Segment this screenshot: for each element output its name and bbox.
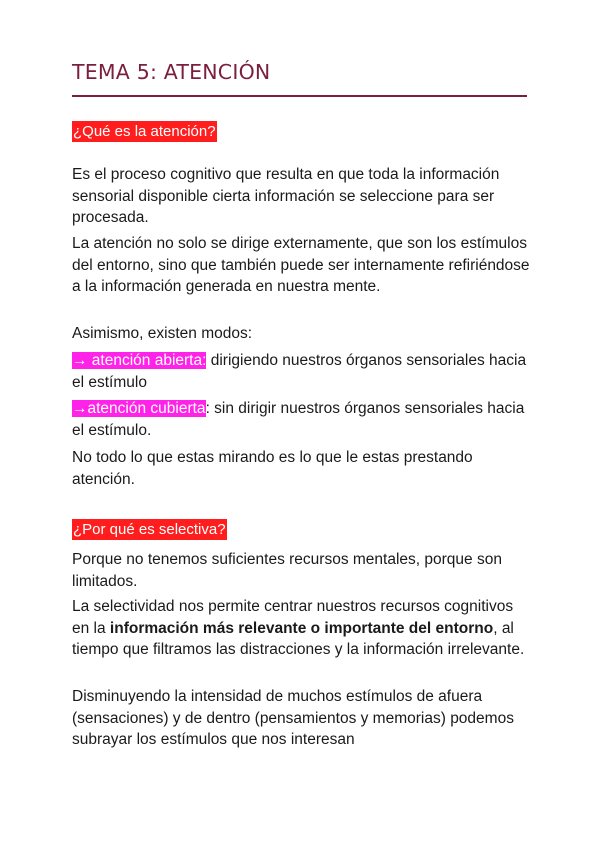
paragraph-definition: Es el proceso cognitivo que resulta en que toda la información sensorial disponible cierta información se seleccione para ser procesada.	[72, 166, 500, 226]
selectivity-text-end: , al tiempo que filtramos las distracciones y la información irrelevante.	[72, 619, 525, 658]
section-heading-selectiva: ¿Por qué es selectiva?	[73, 521, 226, 538]
paragraph-diminishing: Disminuyendo la intensidad de muchos estímulos de afuera (sensaciones) y de dentro (pensamientos y memorias) podemos subrayar los estímulos que nos interesan	[72, 688, 514, 748]
mode-highlight-cubierta: →atención cubierta	[72, 400, 206, 417]
page-title: TEMA 5: ATENCIÓN	[72, 60, 271, 84]
mode-item-abierta	[72, 350, 532, 393]
paragraph-internal-external: La atención no solo se dirige externamente, que son los estímulos del entorno, sino que también puede ser internamente refiriéndose a la información generada en nuestra mente.	[72, 235, 530, 295]
paragraph-selectivity	[72, 596, 532, 661]
selectivity-text-start: La selectividad nos permite centrar nuestros recursos cognitivos en la	[72, 598, 514, 637]
paragraph-modes-intro: Asimismo, existen modos:	[72, 325, 253, 342]
mode-text-cubierta: : sin dirigir nuestros órganos sensoriales hacia el estímulo.	[72, 400, 525, 439]
mode-highlight-abierta: → atención abierta:	[72, 352, 207, 369]
section-heading-que-es: ¿Qué es la atención?	[73, 123, 216, 140]
paragraph-not-everything: No todo lo que estas mirando es lo que le estas prestando atención.	[72, 449, 473, 488]
mode-text-abierta: dirigiendo nuestros órganos sensoriales hacia el estímulo	[72, 352, 527, 391]
mode-item-cubierta	[72, 398, 532, 441]
title-divider	[72, 95, 527, 97]
selectivity-text-bold: información más relevante o importante del entorno	[109, 619, 494, 637]
paragraph-limited-resources: Porque no tenemos suficientes recursos mentales, porque son limitados.	[72, 551, 502, 590]
